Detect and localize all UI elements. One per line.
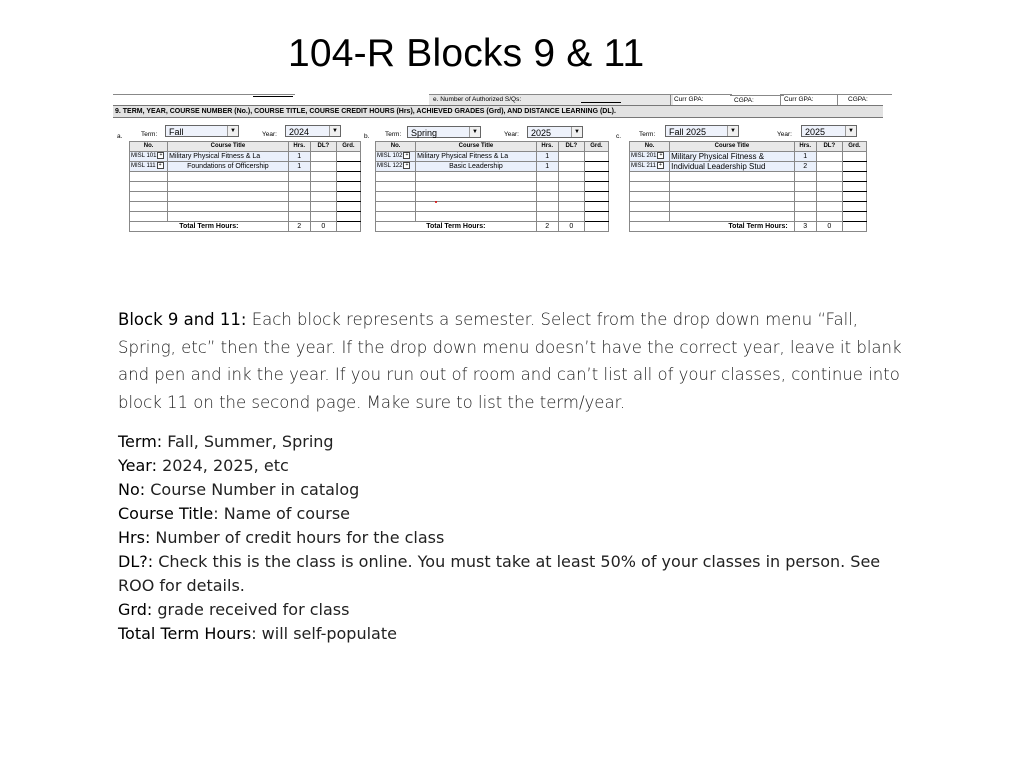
definition-item: [118, 478, 908, 502]
course-number-field[interactable]: [630, 172, 670, 182]
dropdown-arrow-icon[interactable]: ▼: [227, 126, 238, 136]
block-a-table: [129, 141, 361, 232]
block-b-term-dropdown[interactable]: [407, 126, 481, 138]
block-c-term-dropdown[interactable]: [665, 125, 739, 137]
dl-checkbox[interactable]: [558, 202, 584, 212]
block-c-year-label: Year:: [777, 131, 792, 138]
table-row: [376, 182, 609, 192]
block-a-year-label: Year:: [262, 131, 277, 138]
definition-item: [118, 454, 908, 478]
dropdown-arrow-icon[interactable]: ▼: [329, 126, 340, 136]
definition-item: [118, 502, 908, 526]
course-title-field[interactable]: [416, 212, 537, 222]
dl-checkbox[interactable]: [816, 152, 842, 162]
block-description: [118, 306, 908, 416]
block-c-table: [629, 141, 867, 232]
form-104r-excerpt: [113, 94, 883, 250]
col-course-title: Course Title: [168, 142, 289, 152]
col-hrs: Hrs.: [536, 142, 558, 152]
dl-checkbox[interactable]: [816, 162, 842, 172]
grd-field[interactable]: [336, 172, 360, 182]
definition-term: Grd:: [118, 600, 153, 619]
col-dl: DL?: [558, 142, 584, 152]
table-row: [376, 212, 609, 222]
course-number-field[interactable]: MISL 102 +: [376, 152, 416, 162]
dropdown-arrow-icon[interactable]: ▼: [845, 126, 856, 136]
course-number-field[interactable]: [130, 212, 168, 222]
grd-field[interactable]: [842, 172, 866, 182]
course-number-field[interactable]: [130, 202, 168, 212]
course-number-field[interactable]: MISL 211 +: [630, 162, 670, 172]
grd-field[interactable]: [584, 152, 608, 162]
block-b-year-value: 2025: [531, 128, 552, 138]
slide-title: 104-R Blocks 9 & 11: [288, 32, 645, 75]
course-number-field[interactable]: [376, 212, 416, 222]
hrs-field[interactable]: [536, 182, 558, 192]
course-number-field[interactable]: MISL 122 +: [376, 162, 416, 172]
table-row: [130, 162, 361, 172]
col-grd: Grd.: [584, 142, 608, 152]
hrs-field[interactable]: 2: [794, 162, 816, 172]
field-definitions: [118, 430, 908, 646]
course-number-field[interactable]: [376, 172, 416, 182]
definition-item: [118, 430, 908, 454]
course-title-field[interactable]: Military Physical Fitness &: [670, 152, 795, 162]
definition-term: Term:: [118, 432, 163, 451]
block-b-table: [375, 141, 609, 232]
block-c-term-label: Term:: [639, 131, 656, 138]
course-number-field[interactable]: [130, 182, 168, 192]
dl-checkbox[interactable]: [816, 172, 842, 182]
hrs-field[interactable]: [536, 202, 558, 212]
grd-field[interactable]: [842, 192, 866, 202]
definition-text: : Name of course: [213, 504, 350, 523]
course-title-field[interactable]: [416, 192, 537, 202]
total-term-hours-label: Total Term Hours:: [376, 222, 537, 232]
grd-field[interactable]: [336, 152, 360, 162]
grd-field[interactable]: [842, 212, 866, 222]
grd-field[interactable]: [336, 162, 360, 172]
topbar-blank: [113, 94, 295, 105]
definition-term: Year:: [118, 456, 157, 475]
definition-term: No:: [118, 480, 146, 499]
curr-gpa-label-2: Curr GPA:: [780, 94, 840, 105]
red-marker-dot: [435, 201, 437, 203]
hrs-field[interactable]: [794, 192, 816, 202]
definition-item: [118, 526, 908, 550]
cgpa-label-1: CGPA:: [730, 95, 784, 106]
grd-field[interactable]: [584, 192, 608, 202]
col-course-title: Course Title: [670, 142, 795, 152]
grd-field[interactable]: [584, 162, 608, 172]
table-row: [130, 172, 361, 182]
total-term-hours-label: Total Term Hours:: [130, 222, 289, 232]
block-b-term-label: Term:: [385, 131, 402, 138]
grd-field[interactable]: [336, 202, 360, 212]
grd-field[interactable]: [842, 202, 866, 212]
expand-icon[interactable]: +: [657, 152, 664, 159]
block-b-header-row: [376, 142, 609, 152]
block-a-header-row: [130, 142, 361, 152]
table-row: [630, 182, 867, 192]
course-title-field[interactable]: [168, 212, 289, 222]
course-title-field[interactable]: Individual Leadership Stud: [670, 162, 795, 172]
dl-checkbox[interactable]: [558, 182, 584, 192]
hrs-field[interactable]: 1: [536, 152, 558, 162]
definition-item: [118, 550, 908, 598]
block-b-term-value: Spring: [411, 128, 438, 138]
table-row: [376, 152, 609, 162]
block-a-term-label: Term:: [141, 131, 158, 138]
block-c-header-row: [630, 142, 867, 152]
total-grd-cell: [842, 222, 866, 232]
table-row: [130, 192, 361, 202]
grd-field[interactable]: [584, 202, 608, 212]
dl-checkbox[interactable]: [310, 162, 336, 172]
block-c-year-dropdown[interactable]: [801, 125, 857, 137]
course-title-field[interactable]: [168, 202, 289, 212]
course-title-field[interactable]: [416, 172, 537, 182]
course-number-field[interactable]: [130, 172, 168, 182]
col-dl: DL?: [816, 142, 842, 152]
definition-term: DL?:: [118, 552, 154, 571]
table-row: [130, 202, 361, 212]
hrs-field[interactable]: [794, 212, 816, 222]
dl-checkbox[interactable]: [310, 152, 336, 162]
col-hrs: Hrs.: [288, 142, 310, 152]
col-course-title: Course Title: [416, 142, 537, 152]
hrs-field[interactable]: 1: [794, 152, 816, 162]
table-row: [630, 212, 867, 222]
hrs-field[interactable]: [288, 212, 310, 222]
course-title-field[interactable]: [670, 172, 795, 182]
definition-text: grade received for class: [152, 600, 350, 619]
block-b-letter: b.: [364, 133, 370, 140]
col-no: No.: [130, 142, 168, 152]
total-grd-cell: [584, 222, 608, 232]
course-title-field[interactable]: [670, 212, 795, 222]
grd-field[interactable]: [584, 172, 608, 182]
dropdown-arrow-icon[interactable]: ▼: [469, 127, 480, 137]
definition-text: Fall, Summer, Spring: [162, 432, 334, 451]
total-dl-value: 0: [816, 222, 842, 232]
cgpa-label-2: CGPA:: [837, 94, 892, 105]
table-row: [376, 162, 609, 172]
hrs-field[interactable]: 1: [536, 162, 558, 172]
course-title-field[interactable]: Foundations of Officership: [168, 162, 289, 172]
block-b-year-label: Year:: [504, 131, 519, 138]
table-row: [376, 172, 609, 182]
dl-checkbox[interactable]: [558, 192, 584, 202]
total-hrs-value: 2: [288, 222, 310, 232]
expand-icon[interactable]: +: [157, 162, 164, 169]
table-row: [630, 192, 867, 202]
course-title-field[interactable]: [168, 192, 289, 202]
dl-checkbox[interactable]: [558, 172, 584, 182]
col-no: No.: [376, 142, 416, 152]
course-title-field[interactable]: [670, 202, 795, 212]
course-title-field[interactable]: [670, 192, 795, 202]
expand-icon[interactable]: +: [403, 152, 410, 159]
dl-checkbox[interactable]: [310, 182, 336, 192]
dl-checkbox[interactable]: [310, 172, 336, 182]
hrs-field[interactable]: 1: [288, 162, 310, 172]
table-row: [630, 152, 867, 162]
total-dl-value: 0: [310, 222, 336, 232]
course-number-field[interactable]: [376, 202, 416, 212]
hrs-field[interactable]: [536, 192, 558, 202]
course-number-field[interactable]: [630, 212, 670, 222]
total-row: [376, 222, 609, 232]
block-a-year-dropdown[interactable]: [285, 125, 341, 137]
dl-checkbox[interactable]: [310, 192, 336, 202]
grd-field[interactable]: [336, 212, 360, 222]
course-number-field[interactable]: MISL 201 +: [630, 152, 670, 162]
definition-term: Course Title: [118, 504, 214, 523]
total-term-hours-label: Total Term Hours:: [630, 222, 795, 232]
description-text: Each block represents a semester. Select from the drop down menu “Fall, Spring, etc” then the year. If the drop down menu doesn’t have the correct year, leave it blank and pen and ink the year. If you run out of room and can’t list all of your classes, continue into block 11 on the second page. Make sure to list the term/year.: [118, 310, 902, 412]
table-row: [130, 152, 361, 162]
dropdown-arrow-icon[interactable]: ▼: [571, 127, 582, 137]
definition-text: Course Number in catalog: [145, 480, 360, 499]
definition-item: [118, 598, 908, 622]
course-number-field[interactable]: [376, 182, 416, 192]
course-number-field[interactable]: MISL 101 +: [130, 152, 168, 162]
course-number-field[interactable]: [630, 192, 670, 202]
definition-text: Check this is the class is online. You must take at least 50% of your classes in person. See ROO for details.: [118, 552, 881, 595]
hrs-field[interactable]: 1: [288, 152, 310, 162]
col-grd: Grd.: [336, 142, 360, 152]
block-a-year-value: 2024: [289, 127, 310, 137]
dl-checkbox[interactable]: [816, 212, 842, 222]
total-dl-value: 0: [558, 222, 584, 232]
dl-checkbox[interactable]: [310, 212, 336, 222]
definition-text: : will self-populate: [251, 624, 397, 643]
dl-checkbox[interactable]: [310, 202, 336, 212]
definition-term: Total Term Hours: [118, 624, 252, 643]
table-row: [376, 192, 609, 202]
form-topbar: [113, 94, 883, 104]
definition-item: [118, 622, 908, 646]
col-dl: DL?: [310, 142, 336, 152]
hrs-field[interactable]: [794, 202, 816, 212]
description-label: Block 9 and 11:: [118, 310, 247, 329]
dl-checkbox[interactable]: [816, 192, 842, 202]
table-row: [130, 182, 361, 192]
course-title-field[interactable]: [416, 202, 537, 212]
course-title-field[interactable]: [416, 182, 537, 192]
col-hrs: Hrs.: [794, 142, 816, 152]
col-no: No.: [630, 142, 670, 152]
table-row: [630, 172, 867, 182]
table-row: [630, 162, 867, 172]
total-grd-cell: [336, 222, 360, 232]
hrs-field[interactable]: [536, 212, 558, 222]
col-grd: Grd.: [842, 142, 866, 152]
total-row: [630, 222, 867, 232]
table-row: [630, 202, 867, 212]
course-title-field[interactable]: [168, 172, 289, 182]
table-row: [376, 202, 609, 212]
hrs-field[interactable]: [794, 172, 816, 182]
block-c-term-value: Fall 2025: [669, 127, 707, 137]
definition-text: Number of credit hours for the class: [150, 528, 445, 547]
dl-checkbox[interactable]: [558, 212, 584, 222]
course-number-field[interactable]: [630, 202, 670, 212]
grd-field[interactable]: [584, 212, 608, 222]
expand-icon[interactable]: +: [657, 162, 664, 169]
table-row: [130, 212, 361, 222]
block-c-letter: c.: [616, 133, 622, 140]
grd-field[interactable]: [842, 162, 866, 172]
dl-checkbox[interactable]: [558, 162, 584, 172]
block-b-year-dropdown[interactable]: [527, 126, 583, 138]
course-number-field[interactable]: MISL 111 +: [130, 162, 168, 172]
hrs-field[interactable]: [536, 172, 558, 182]
block-a-letter: a.: [117, 133, 123, 140]
definition-text: 2024, 2025, etc: [156, 456, 289, 475]
total-hrs-value: 3: [794, 222, 816, 232]
grd-field[interactable]: [842, 182, 866, 192]
grd-field[interactable]: [842, 152, 866, 162]
block-c-year-value: 2025: [805, 127, 826, 137]
dl-checkbox[interactable]: [816, 202, 842, 212]
course-number-field[interactable]: [376, 192, 416, 202]
course-title-field[interactable]: [168, 182, 289, 192]
block-a-term-value: Fall: [169, 127, 184, 137]
course-title-field[interactable]: [670, 182, 795, 192]
hrs-field[interactable]: [288, 172, 310, 182]
hrs-field[interactable]: [288, 202, 310, 212]
block-a-term-dropdown[interactable]: [165, 125, 239, 137]
expand-icon[interactable]: +: [157, 152, 164, 159]
definition-term: Hrs:: [118, 528, 151, 547]
grd-field[interactable]: [336, 192, 360, 202]
grd-field[interactable]: [584, 182, 608, 192]
dropdown-arrow-icon[interactable]: ▼: [727, 126, 738, 136]
total-row: [130, 222, 361, 232]
course-number-field[interactable]: [630, 182, 670, 192]
course-title-field[interactable]: Military Physical Fitness & La: [416, 152, 537, 162]
course-number-field[interactable]: [130, 192, 168, 202]
expand-icon[interactable]: +: [403, 162, 410, 169]
hrs-field[interactable]: [288, 192, 310, 202]
course-title-field[interactable]: Military Physical Fitness & La: [168, 152, 289, 162]
dl-checkbox[interactable]: [558, 152, 584, 162]
dl-checkbox[interactable]: [816, 182, 842, 192]
grd-field[interactable]: [336, 182, 360, 192]
course-title-field[interactable]: Basic Leadership: [416, 162, 537, 172]
section-9-header: 9. TERM, YEAR, COURSE NUMBER (No.), COURSE TITLE, COURSE CREDIT HOURS (Hrs), ACHIEVED GRADES (Grd), AND DISTANCE LEARNING (DL).: [113, 105, 883, 118]
hrs-field[interactable]: [288, 182, 310, 192]
sqs-label: e. Number of Authorized S/Qs:: [429, 94, 673, 105]
curr-gpa-label-1: Curr GPA:: [670, 94, 732, 105]
total-hrs-value: 2: [536, 222, 558, 232]
hrs-field[interactable]: [794, 182, 816, 192]
